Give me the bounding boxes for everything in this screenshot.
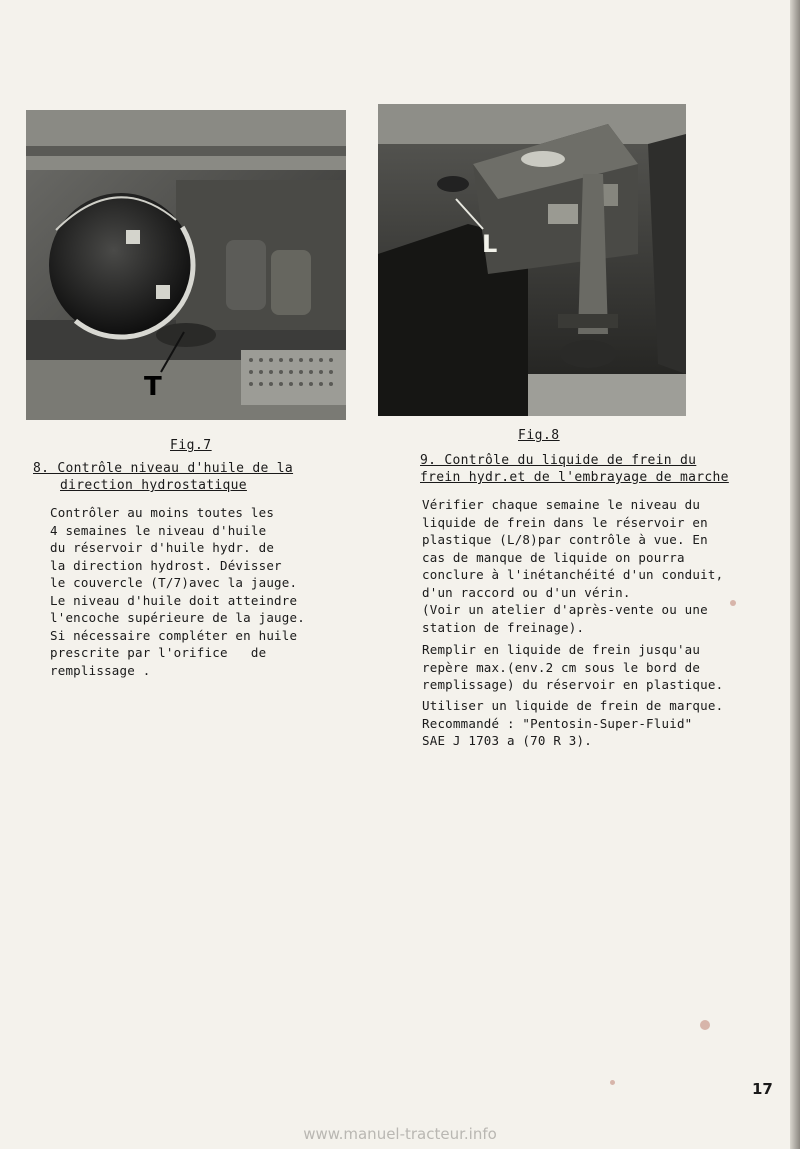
fig8-body-line: remplissage) du réservoir en plastique. bbox=[422, 677, 724, 692]
fig8-heading-line1: 9. Contrôle du liquide de frein du bbox=[420, 453, 697, 468]
scan-speck bbox=[730, 600, 736, 606]
fig7-photo bbox=[26, 110, 346, 420]
fig8-caption: Fig.8 bbox=[518, 428, 560, 443]
fig8-heading-line2: frein hydr.et de l'embrayage de marche bbox=[420, 470, 729, 485]
fig8-photo bbox=[378, 104, 686, 416]
fig7-body-line: Contrôler au moins toutes les bbox=[50, 505, 275, 520]
fig8-body-line: conclure à l'inétanchéité d'un conduit, bbox=[422, 567, 724, 582]
fig7-body bbox=[50, 504, 305, 679]
fig7-body-line: prescrite par l'orifice de bbox=[50, 645, 267, 660]
fig7-body-line: Si nécessaire compléter en huile bbox=[50, 627, 298, 643]
fig8-body-line: SAE J 1703 a (70 R 3). bbox=[422, 733, 592, 748]
fig8-body-line: station de freinage). bbox=[422, 619, 585, 635]
fig8-body-line: (Voir un atelier d'après-vente ou une bbox=[422, 602, 708, 617]
fig7-body-line: le couvercle (T/7)avec la jauge. bbox=[50, 575, 298, 590]
fig8-body-line: liquide de frein dans le réservoir en bbox=[422, 514, 708, 530]
scan-speck bbox=[610, 1080, 615, 1085]
fig7-photo-label: T bbox=[144, 372, 162, 402]
fig7-body-line: remplissage . bbox=[50, 662, 151, 678]
fig7-heading-line1: 8. Contrôle niveau d'huile de la bbox=[33, 461, 294, 476]
fig7-caption: Fig.7 bbox=[170, 438, 212, 453]
fig8-body-line: cas de manque de liquide on pourra bbox=[422, 549, 685, 565]
fig7-body-line: du réservoir d'huile hydr. de bbox=[50, 540, 275, 555]
fig7-heading-line2: direction hydrostatique bbox=[60, 478, 247, 493]
fig7-engine-illustration bbox=[26, 110, 346, 420]
scan-speck bbox=[700, 1020, 710, 1030]
page-edge-shadow bbox=[790, 0, 800, 1149]
page-number: 17 bbox=[752, 1080, 773, 1098]
fig8-body-line: plastique (L/8)par contrôle à vue. En bbox=[422, 532, 708, 547]
fig8-body-line: repère max.(env.2 cm sous le bord de bbox=[422, 659, 701, 675]
fig8-body-line: Utiliser un liquide de frein de marque. bbox=[422, 698, 724, 713]
fig8-para2 bbox=[422, 641, 723, 694]
fig7-body-line: la direction hydrost. Dévisser bbox=[50, 557, 282, 573]
fig8-para3 bbox=[422, 697, 723, 750]
fig8-body-line: Vérifier chaque semaine le niveau du bbox=[422, 497, 701, 512]
watermark: www.manuel-tracteur.info bbox=[303, 1125, 497, 1143]
fig7-body-line: 4 semaines le niveau d'huile bbox=[50, 522, 267, 538]
fig8-cockpit-illustration bbox=[378, 104, 686, 416]
fig8-body-line: Remplir en liquide de frein jusqu'au bbox=[422, 642, 701, 657]
fig8-heading bbox=[420, 452, 729, 486]
fig8-para1 bbox=[422, 496, 723, 636]
fig7-body-line: Le niveau d'huile doit atteindre bbox=[50, 592, 298, 608]
fig8-body-line: Recommandé : "Pentosin-Super-Fluid" bbox=[422, 715, 693, 731]
fig8-photo-label: L bbox=[482, 230, 498, 258]
fig8-body-line: d'un raccord ou d'un vérin. bbox=[422, 584, 631, 600]
fig7-body-line: l'encoche supérieure de la jauge. bbox=[50, 610, 305, 625]
fig7-heading bbox=[33, 460, 293, 494]
